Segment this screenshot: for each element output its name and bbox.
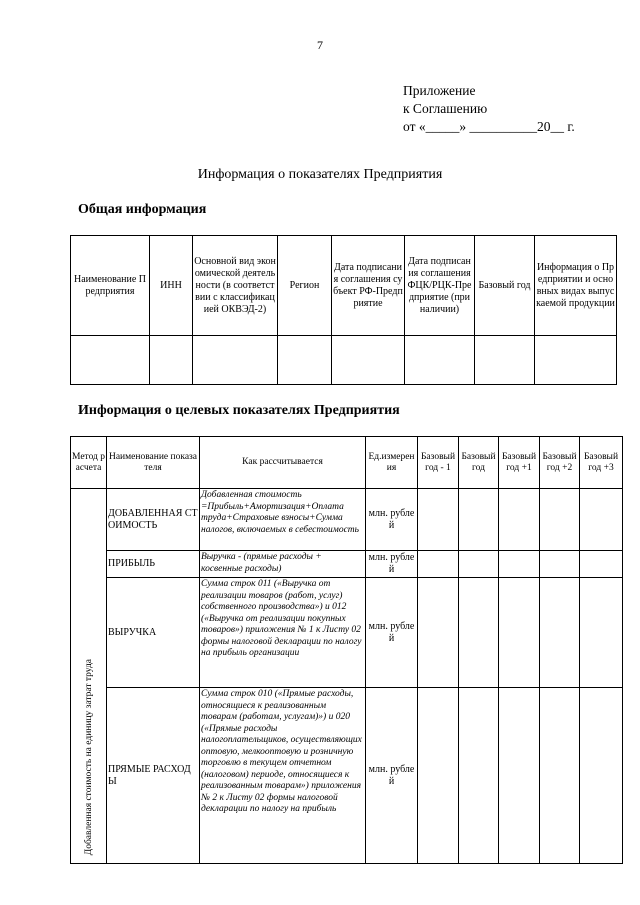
document-title: Информация о показателях Предприятия [197, 167, 443, 182]
table-row [71, 551, 623, 578]
column-header: Базовый год +3 [580, 437, 623, 489]
table-header-row [71, 437, 623, 489]
method-label: Добавленная стоимость на единицу затрат труда [83, 658, 94, 855]
table-cell [332, 336, 405, 385]
table-cell [459, 489, 499, 551]
column-header: Основной вид экономической деятельности (в соответствии с классификацией ОКВЭД-2) [193, 236, 278, 336]
appendix-block [403, 82, 575, 136]
indicator-formula: Выручка - (прямые расходы + косвенные расходы) [200, 551, 366, 578]
indicator-name: ПРЯМЫЕ РАСХОДЫ [107, 688, 200, 864]
table-row [71, 688, 623, 864]
column-header: Базовый год - 1 [418, 437, 459, 489]
column-header: Как рассчитывается [200, 437, 366, 489]
table-cell [150, 336, 193, 385]
table-row [71, 578, 623, 688]
table-cell [535, 336, 617, 385]
table-header-row [71, 236, 617, 336]
table-cell [580, 551, 623, 578]
table-row [71, 489, 623, 551]
appendix-date-line: от «_____» __________20__ г. [403, 119, 575, 134]
column-header: Ед.измерения [366, 437, 418, 489]
table-cell [580, 688, 623, 864]
column-header: ИНН [150, 236, 193, 336]
column-header: Базовый год [459, 437, 499, 489]
table-cell [71, 336, 150, 385]
appendix-line: Приложение [403, 83, 476, 98]
table-cell [499, 688, 540, 864]
table-cell [418, 489, 459, 551]
column-header: Наименование показателя [107, 437, 200, 489]
table-cell [499, 578, 540, 688]
table-cell [580, 578, 623, 688]
table-row [71, 336, 617, 385]
table-cell [278, 336, 332, 385]
appendix-line: к Соглашению [403, 101, 488, 116]
table-cell [475, 336, 535, 385]
column-header: Метод расчета [71, 437, 107, 489]
column-header: Базовый год +1 [499, 437, 540, 489]
table-cell [459, 688, 499, 864]
indicator-unit: млн. рублей [366, 551, 418, 578]
general-info-table [70, 235, 617, 385]
table-cell [580, 489, 623, 551]
column-header: Базовый год [475, 236, 535, 336]
column-header: Информация о Предприятии и основных видах выпускаемой продукции [535, 236, 617, 336]
table-cell [418, 688, 459, 864]
indicator-name: ВЫРУЧКА [107, 578, 200, 688]
table-cell [193, 336, 278, 385]
indicator-formula: Сумма строк 011 («Выручка от реализации товаров (работ, услуг) собственного производства») и 012 («Выручка от реализации покупных товаров») приложения № 1 к Листу 02 формы налоговой декларации по налогу на прибыль организации [200, 578, 366, 688]
table-cell [418, 551, 459, 578]
column-header: Дата подписания соглашения субъект РФ-Предприятие [332, 236, 405, 336]
indicator-unit: млн. рублей [366, 489, 418, 551]
indicator-name: ПРИБЫЛЬ [107, 551, 200, 578]
column-header: Дата подписания соглашения ФЦК/РЦК-Предприятие (при наличии) [405, 236, 475, 336]
table-cell [459, 578, 499, 688]
indicator-unit: млн. рублей [366, 688, 418, 864]
column-header: Базовый год +2 [540, 437, 580, 489]
table-cell [540, 578, 580, 688]
indicator-name: ДОБАВЛЕННАЯ СТОИМОСТЬ [107, 489, 200, 551]
method-cell [71, 489, 107, 864]
page-number: 7 [317, 38, 323, 52]
table-cell [499, 551, 540, 578]
section-heading-general: Общая информация [78, 202, 207, 217]
table-cell [499, 489, 540, 551]
table-cell [459, 551, 499, 578]
target-indicators-table [70, 436, 623, 864]
section-heading-targets: Информация о целевых показателях Предприятия [78, 403, 400, 418]
table-cell [405, 336, 475, 385]
column-header: Наименование Предприятия [71, 236, 150, 336]
indicator-formula: Сумма строк 010 («Прямые расходы, относящиеся к реализованным товарам (работам, услугам)») и 020 («Прямые расходы налогоплательщиков, осуществляющих оптовую, мелкооптовую и розничную торговлю в текущем отчетном (налоговом) периоде, относящиеся к реализованным товарам») приложения № 2 к Листу 02 формы налоговой декларации по налогу на прибыль [200, 688, 366, 864]
table-cell [540, 688, 580, 864]
indicator-unit: млн. рублей [366, 578, 418, 688]
column-header: Регион [278, 236, 332, 336]
table-cell [540, 551, 580, 578]
table-cell [418, 578, 459, 688]
table-cell [540, 489, 580, 551]
indicator-formula: Добавленная стоимость =Прибыль+Амортизация+Оплата труда+Страховые взносы+Сумма налогов, включаемых в себестоимость [200, 489, 366, 551]
